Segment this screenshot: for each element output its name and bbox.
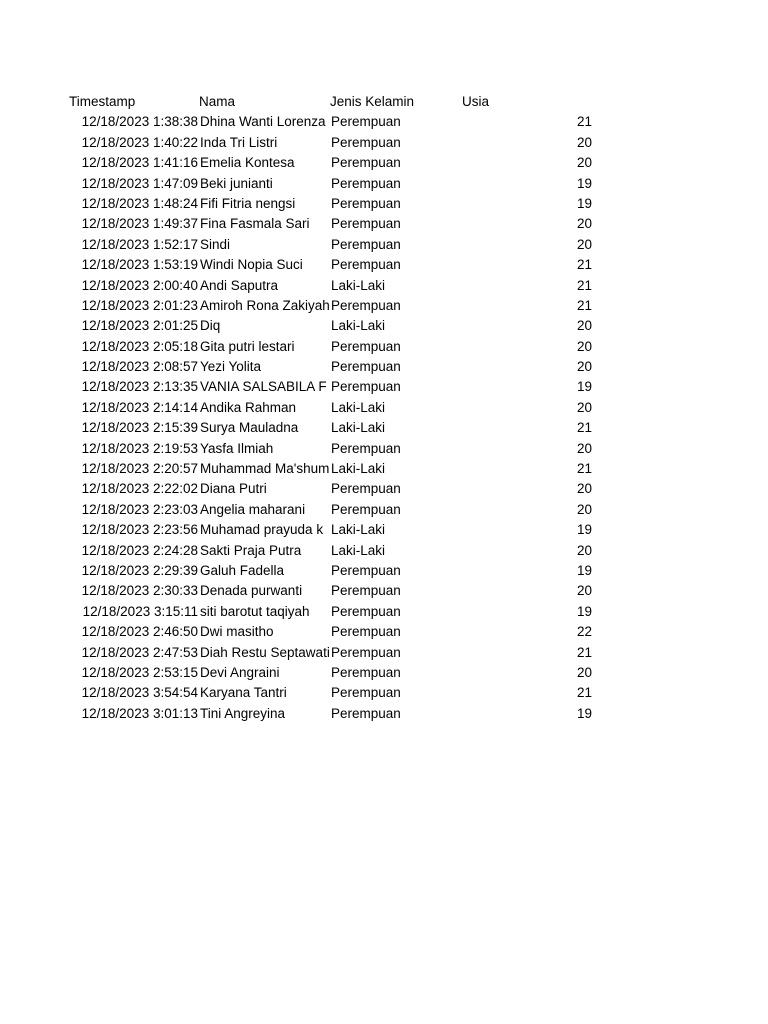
cell-jenis-kelamin: Perempuan [331, 481, 401, 497]
cell-jenis-kelamin: Laki-Laki [331, 420, 386, 436]
cell-jenis-kelamin: Perempuan [331, 175, 401, 191]
cell-usia: 20 [576, 583, 592, 599]
cell-nama: Diana Putri [200, 481, 267, 497]
cell-jenis-kelamin: Perempuan [331, 257, 401, 273]
cell-usia: 19 [576, 562, 592, 578]
table-row [68, 133, 628, 153]
cell-timestamp: 12/18/2023 2:47:53 [81, 644, 198, 660]
table-row [68, 561, 628, 581]
cell-nama: Muhamad prayuda k [200, 522, 324, 538]
cell-jenis-kelamin: Laki-Laki [331, 277, 386, 293]
cell-usia: 19 [576, 522, 592, 538]
cell-usia: 21 [576, 277, 592, 293]
cell-nama: Gita putri lestari [200, 338, 295, 354]
cell-nama: Andika Rahman [200, 399, 297, 415]
cell-nama: Muhammad Ma'shum [200, 461, 330, 477]
cell-usia: 20 [576, 236, 592, 252]
header-usia: Usia [462, 94, 490, 109]
cell-usia: 19 [576, 379, 592, 395]
cell-nama: Diq [200, 318, 221, 334]
cell-jenis-kelamin: Perempuan [331, 114, 401, 130]
cell-nama: Sakti Praja Putra [200, 542, 302, 558]
cell-usia: 20 [576, 134, 592, 150]
cell-nama: Angelia maharani [200, 501, 306, 517]
cell-nama: Dhina Wanti Lorenza [200, 114, 326, 130]
cell-jenis-kelamin: Perempuan [331, 134, 401, 150]
cell-jenis-kelamin: Perempuan [331, 216, 401, 232]
cell-jenis-kelamin: Laki-Laki [331, 522, 386, 538]
cell-timestamp: 12/18/2023 2:05:18 [81, 338, 198, 354]
table-row [68, 276, 628, 296]
cell-usia: 20 [576, 481, 592, 497]
cell-nama: Fina Fasmala Sari [200, 216, 310, 232]
table-row [68, 418, 628, 438]
table-row [68, 153, 628, 173]
cell-jenis-kelamin: Perempuan [331, 603, 401, 619]
cell-jenis-kelamin: Perempuan [331, 664, 401, 680]
table-row [68, 704, 628, 724]
cell-jenis-kelamin: Perempuan [331, 624, 401, 640]
cell-jenis-kelamin: Perempuan [331, 359, 401, 375]
table-row [68, 377, 628, 397]
cell-usia: 19 [576, 705, 592, 721]
table-row [68, 479, 628, 499]
cell-jenis-kelamin: Laki-Laki [331, 399, 386, 415]
table-row [68, 683, 628, 703]
cell-usia: 20 [576, 664, 592, 680]
table-body [68, 112, 628, 724]
cell-nama: Fifi Fitria nengsi [200, 195, 296, 211]
cell-nama: Beki junianti [200, 175, 273, 191]
cell-usia: 19 [576, 175, 592, 191]
cell-jenis-kelamin: Perempuan [331, 338, 401, 354]
header-nama: Nama [199, 94, 236, 109]
cell-nama: Diah Restu Septawati [200, 644, 330, 660]
table-row [68, 398, 628, 418]
cell-timestamp: 12/18/2023 1:52:17 [81, 236, 198, 252]
cell-usia: 20 [576, 399, 592, 415]
cell-usia: 20 [576, 542, 592, 558]
cell-jenis-kelamin: Perempuan [331, 440, 401, 456]
cell-nama: Inda Tri Listri [200, 134, 278, 150]
cell-nama: Yasfa Ilmiah [200, 440, 274, 456]
cell-usia: 19 [576, 195, 592, 211]
cell-timestamp: 12/18/2023 2:19:53 [81, 440, 198, 456]
cell-timestamp: 12/18/2023 2:46:50 [81, 624, 198, 640]
cell-jenis-kelamin: Perempuan [331, 195, 401, 211]
cell-jenis-kelamin: Perempuan [331, 705, 401, 721]
cell-nama: Windi Nopia Suci [200, 257, 303, 273]
cell-usia: 21 [576, 644, 592, 660]
cell-jenis-kelamin: Laki-Laki [331, 461, 386, 477]
cell-jenis-kelamin: Perempuan [331, 155, 401, 171]
table-row [68, 316, 628, 336]
cell-timestamp: 12/18/2023 2:13:35 [81, 379, 198, 395]
cell-nama: Emelia Kontesa [200, 155, 295, 171]
table-row [68, 602, 628, 622]
cell-timestamp: 12/18/2023 1:48:24 [81, 195, 198, 211]
cell-jenis-kelamin: Perempuan [331, 297, 401, 313]
header-jenis-kelamin: Jenis Kelamin [330, 94, 415, 109]
cell-timestamp: 12/18/2023 2:22:02 [81, 481, 198, 497]
cell-jenis-kelamin: Perempuan [331, 644, 401, 660]
cell-usia: 21 [576, 297, 592, 313]
cell-timestamp: 12/18/2023 1:40:22 [81, 134, 198, 150]
cell-timestamp: 12/18/2023 2:30:33 [81, 583, 198, 599]
cell-timestamp: 12/18/2023 2:01:23 [81, 297, 198, 313]
cell-timestamp: 12/18/2023 3:01:13 [81, 705, 198, 721]
cell-nama: Amiroh Rona Zakiyah [200, 297, 330, 313]
cell-jenis-kelamin: Perempuan [331, 236, 401, 252]
table-row [68, 663, 628, 683]
table-row [68, 194, 628, 214]
cell-timestamp: 12/18/2023 3:54:54 [81, 685, 198, 701]
table-row [68, 439, 628, 459]
cell-nama: Sindi [200, 236, 231, 252]
cell-nama: siti barotut taqiyah [200, 603, 310, 619]
table-row [68, 255, 628, 275]
table-row [68, 459, 628, 479]
cell-timestamp: 12/18/2023 2:23:03 [81, 501, 198, 517]
cell-timestamp: 12/18/2023 2:01:25 [81, 318, 198, 334]
table-row [68, 541, 628, 561]
cell-usia: 20 [576, 318, 592, 334]
cell-timestamp: 12/18/2023 1:49:37 [81, 216, 198, 232]
cell-usia: 21 [576, 114, 592, 130]
table-row [68, 520, 628, 540]
cell-nama: Yezi Yolita [200, 359, 262, 375]
cell-timestamp: 12/18/2023 1:38:38 [81, 114, 198, 130]
table-row [68, 643, 628, 663]
cell-timestamp: 12/18/2023 2:24:28 [81, 542, 198, 558]
spreadsheet-table [68, 92, 628, 724]
cell-timestamp: 12/18/2023 2:29:39 [81, 562, 198, 578]
table-row [68, 337, 628, 357]
table-row [68, 500, 628, 520]
cell-timestamp: 12/18/2023 2:14:14 [81, 399, 198, 415]
cell-timestamp: 12/18/2023 2:23:56 [81, 522, 198, 538]
cell-nama: Tini Angreyina [200, 705, 286, 721]
table-row [68, 235, 628, 255]
cell-jenis-kelamin: Perempuan [331, 379, 401, 395]
cell-usia: 21 [576, 257, 592, 273]
cell-timestamp: 12/18/2023 1:47:09 [81, 175, 198, 191]
cell-usia: 20 [576, 501, 592, 517]
cell-timestamp: 12/18/2023 2:15:39 [81, 420, 198, 436]
cell-usia: 19 [576, 603, 592, 619]
cell-jenis-kelamin: Perempuan [331, 685, 401, 701]
cell-nama: Galuh Fadella [200, 562, 285, 578]
cell-jenis-kelamin: Perempuan [331, 562, 401, 578]
cell-timestamp: 12/18/2023 3:15:11 [82, 603, 198, 619]
table-row [68, 174, 628, 194]
table-row [68, 112, 628, 132]
cell-nama: Karyana Tantri [200, 685, 287, 701]
cell-timestamp: 12/18/2023 1:53:19 [81, 257, 198, 273]
cell-timestamp: 12/18/2023 2:00:40 [81, 277, 198, 293]
table-row [68, 357, 628, 377]
table-row [68, 296, 628, 316]
header-timestamp: Timestamp [69, 94, 136, 109]
cell-timestamp: 12/18/2023 1:41:16 [81, 155, 198, 171]
cell-jenis-kelamin: Perempuan [331, 501, 401, 517]
cell-usia: 21 [576, 461, 592, 477]
cell-usia: 21 [576, 685, 592, 701]
cell-jenis-kelamin: Perempuan [331, 583, 401, 599]
cell-timestamp: 12/18/2023 2:08:57 [81, 359, 198, 375]
cell-usia: 22 [576, 624, 592, 640]
table-row [68, 214, 628, 234]
cell-usia: 20 [576, 155, 592, 171]
cell-usia: 21 [576, 420, 592, 436]
cell-timestamp: 12/18/2023 2:53:15 [81, 664, 198, 680]
cell-jenis-kelamin: Laki-Laki [331, 542, 386, 558]
cell-nama: Andi Saputra [200, 277, 279, 293]
cell-usia: 20 [576, 440, 592, 456]
table-row [68, 622, 628, 642]
cell-nama: VANIA SALSABILA F [200, 379, 327, 395]
cell-timestamp: 12/18/2023 2:20:57 [81, 461, 198, 477]
cell-usia: 20 [576, 338, 592, 354]
cell-nama: Surya Mauladna [200, 420, 299, 436]
cell-usia: 20 [576, 359, 592, 375]
cell-usia: 20 [576, 216, 592, 232]
cell-nama: Devi Angraini [200, 664, 280, 680]
table-row [68, 581, 628, 601]
header-row [68, 92, 628, 112]
cell-jenis-kelamin: Laki-Laki [331, 318, 386, 334]
cell-nama: Dwi masitho [200, 624, 274, 640]
cell-nama: Denada purwanti [200, 583, 303, 599]
